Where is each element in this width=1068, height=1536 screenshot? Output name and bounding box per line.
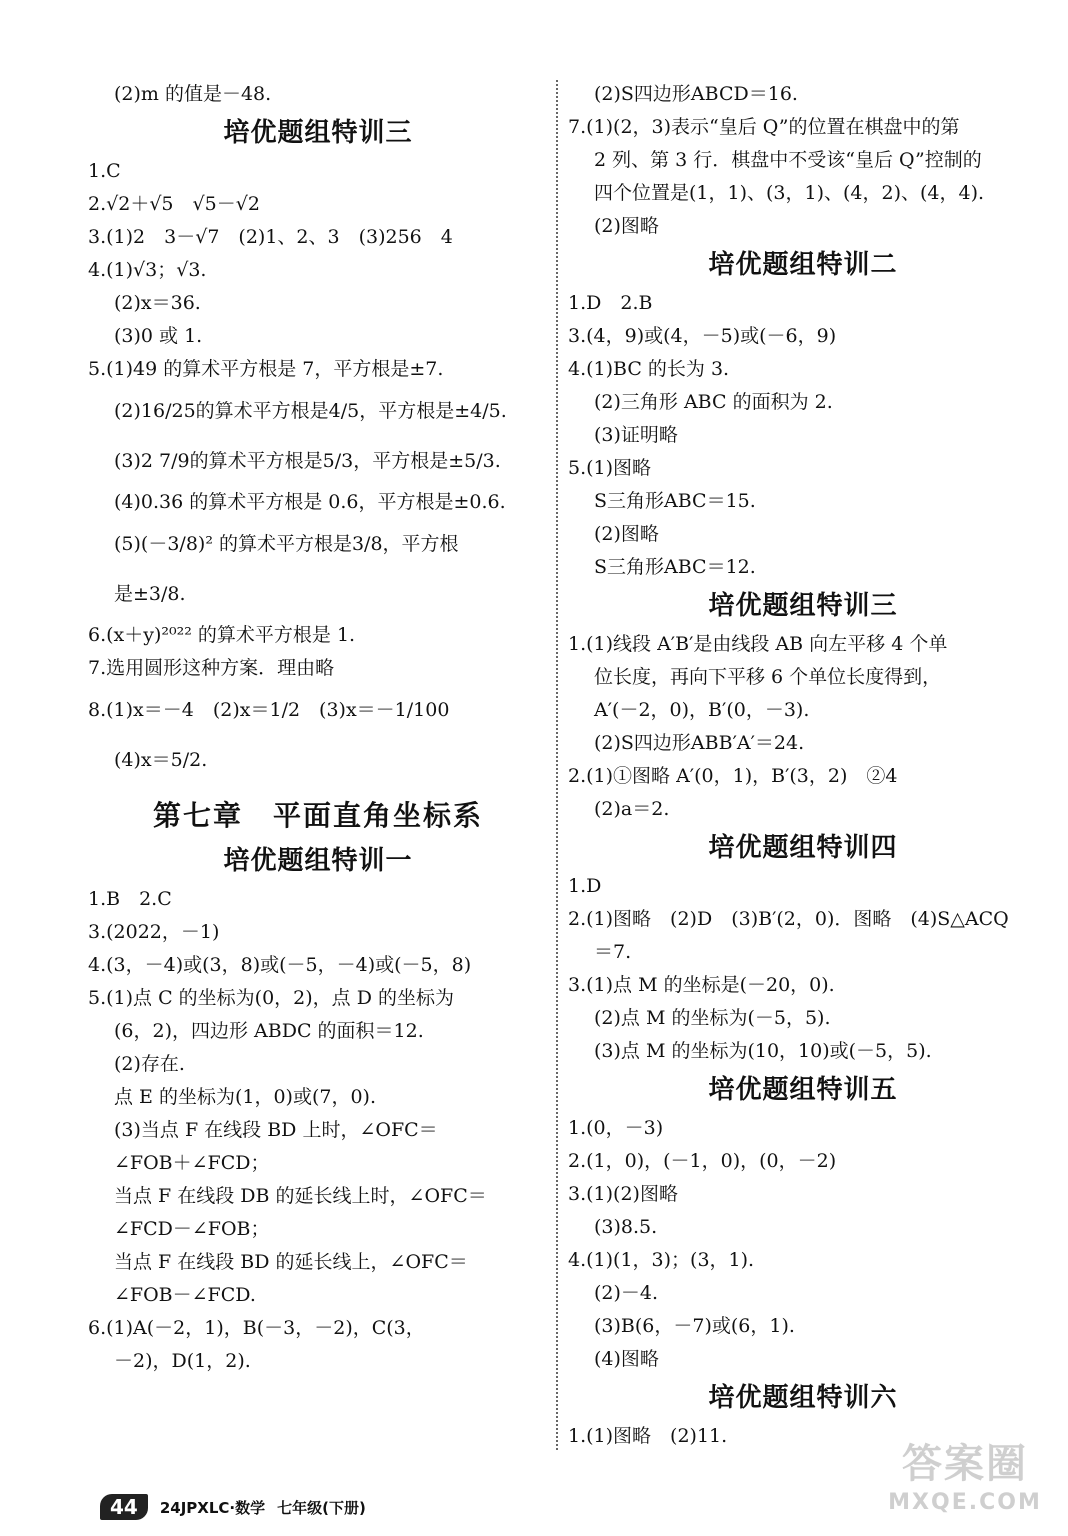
answer-line: 1.D 2.B <box>568 292 653 314</box>
answer-line: (5)(－3/8)² 的算术平方根是3/8，平方根 <box>114 533 459 555</box>
answer-line: 2 列、第 3 行．棋盘中不受该“皇后 Q”控制的 <box>594 149 982 171</box>
answer-line: (3)证明略 <box>594 424 678 446</box>
answer-line: 2.(1，0)，(－1，0)，(0，－2) <box>568 1150 837 1172</box>
answer-line: 2.(1)图略 (2)D (3)B′(2，0)．图略 (4)S△ACQ <box>568 908 1009 930</box>
answer-line: 3.(2022，－1) <box>88 921 220 943</box>
answer-line: S三角形ABC＝15. <box>594 490 756 512</box>
answer-line: (2)三角形 ABC 的面积为 2. <box>594 391 833 413</box>
section-heading: 培优题组特训四 <box>708 833 898 863</box>
section-heading: 培优题组特训三 <box>223 118 413 148</box>
answer-line: 1.C <box>88 160 121 182</box>
answer-line: (6，2)，四边形 ABDC 的面积＝12. <box>114 1020 424 1042</box>
answer-line: 6.(1)A(－2，1)，B(－3，－2)，C(3， <box>88 1317 425 1339</box>
answer-line: (3)0 或 1. <box>114 325 203 347</box>
answer-line: ∠FOB－∠FCD. <box>114 1284 256 1306</box>
answer-line: 1.(1)线段 A′B′是由线段 AB 向左平移 4 个单 <box>568 633 948 655</box>
answer-line: 四个位置是(1，1)、(3，1)、(4，2)、(4，4). <box>594 182 985 204</box>
chapter-title: 第七章 平面直角坐标系 <box>152 799 483 832</box>
answer-line: 当点 F 在线段 DB 的延长线上时，∠OFC＝ <box>114 1185 487 1207</box>
answer-line: 4.(3，－4)或(3，8)或(－5，－4)或(－5，8) <box>88 954 472 976</box>
answer-line: (2)S四边形ABB′A′＝24. <box>594 732 805 754</box>
answer-line: (2)－4. <box>594 1282 659 1304</box>
answer-line: 当点 F 在线段 BD 的延长线上，∠OFC＝ <box>114 1251 468 1273</box>
watermark-text: 答案圈 <box>902 1441 1028 1487</box>
section-heading: 培优题组特训一 <box>223 846 413 876</box>
answer-line: 是±3/8. <box>114 583 186 605</box>
section-heading: 培优题组特训六 <box>708 1383 898 1413</box>
answer-line: ∠FOB＋∠FCD； <box>114 1152 270 1174</box>
left-column <box>88 78 548 1378</box>
page-footer <box>100 1492 366 1522</box>
answer-line: 1.D <box>568 875 602 897</box>
column-divider <box>556 80 558 1450</box>
answer-line: (2)图略 <box>594 523 659 545</box>
answer-line: (2)m 的值是－48. <box>114 83 272 105</box>
answer-line: (2)a＝2. <box>594 798 670 820</box>
answer-line: 4.(1)(1，3)；(3，1). <box>568 1249 755 1271</box>
section-heading: 培优题组特训二 <box>708 250 898 280</box>
watermark-url: MXQE.COM <box>888 1490 1042 1515</box>
answer-line: (2)x＝36. <box>114 292 201 314</box>
answer-line: (3)8.5. <box>594 1216 658 1238</box>
section-heading: 培优题组特训三 <box>708 591 898 621</box>
answer-line: －2)，D(1，2). <box>114 1350 251 1372</box>
watermark-logo <box>880 1440 1050 1530</box>
answer-line: A′(－2，0)，B′(0，－3). <box>594 699 810 721</box>
answer-line: 2.(1)①图略 A′(0，1)，B′(3，2) ②4 <box>568 765 898 787</box>
answer-line: (2)点 M 的坐标为(－5，5). <box>594 1007 831 1029</box>
answer-line: 1.(0，－3) <box>568 1117 664 1139</box>
answer-line: 1.(1)图略 (2)11. <box>568 1425 728 1447</box>
answer-line: (3)B(6，－7)或(6，1). <box>594 1315 795 1337</box>
answer-line: S三角形ABC＝12. <box>594 556 756 578</box>
answer-line: (2)S四边形ABCD＝16. <box>594 83 798 105</box>
answer-line: (3)2 7/9的算术平方根是5/3，平方根是±5/3. <box>114 450 501 472</box>
answer-line: 3.(4，9)或(4，－5)或(－6，9) <box>568 325 837 347</box>
answer-line: ＝7. <box>594 941 632 963</box>
answer-line: 点 E 的坐标为(1，0)或(7，0). <box>114 1086 376 1108</box>
section-heading: 培优题组特训五 <box>708 1075 898 1105</box>
answer-line: 7.选用圆形这种方案．理由略 <box>88 657 335 679</box>
answer-line: 7.(1)(2，3)表示“皇后 Q”的位置在棋盘中的第 <box>568 116 960 138</box>
book-grade: 七年级(下册) <box>277 1498 366 1517</box>
answer-line: 5.(1)49 的算术平方根是 7，平方根是±7. <box>88 358 444 380</box>
answer-line: 4.(1)√3；√3. <box>88 259 207 281</box>
answer-line: 4.(1)BC 的长为 3. <box>568 358 730 380</box>
book-code: 24JPXLC·数学 <box>159 1498 266 1517</box>
answer-line: (2)16/25的算术平方根是4/5，平方根是±4/5. <box>114 400 507 422</box>
answer-line: (4)图略 <box>594 1348 659 1370</box>
answer-line: 5.(1)点 C 的坐标为(0，2)，点 D 的坐标为 <box>88 987 454 1009</box>
answer-line: (4)0.36 的算术平方根是 0.6，平方根是±0.6. <box>114 491 506 513</box>
answer-line: (2)存在. <box>114 1053 185 1075</box>
answer-line: (3)点 M 的坐标为(10，10)或(－5，5). <box>594 1040 932 1062</box>
answer-line: (4)x＝5/2. <box>114 749 208 771</box>
answer-line: (2)图略 <box>594 215 659 237</box>
answer-line: (3)当点 F 在线段 BD 上时，∠OFC＝ <box>114 1119 438 1141</box>
answer-line: 3.(1)点 M 的坐标是(－20，0). <box>568 974 835 996</box>
answer-line: 5.(1)图略 <box>568 457 652 479</box>
answer-line: ∠FCD－∠FOB； <box>114 1218 270 1240</box>
page-number: 44 <box>100 1494 148 1520</box>
right-column <box>568 78 1038 1453</box>
answer-line: 3.(1)2 3－√7 (2)1、2、3 (3)256 4 <box>88 226 453 248</box>
answer-line: 1.B 2.C <box>88 888 172 910</box>
answer-line: 2.√2＋√5 √5－√2 <box>88 193 260 215</box>
answer-line: 8.(1)x＝－4 (2)x＝1/2 (3)x＝－1/100 <box>88 699 450 721</box>
answer-line: 6.(x＋y)²⁰²² 的算术平方根是 1. <box>88 624 356 646</box>
answer-line: 3.(1)(2)图略 <box>568 1183 678 1205</box>
answer-line: 位长度，再向下平移 6 个单位长度得到， <box>594 666 942 688</box>
